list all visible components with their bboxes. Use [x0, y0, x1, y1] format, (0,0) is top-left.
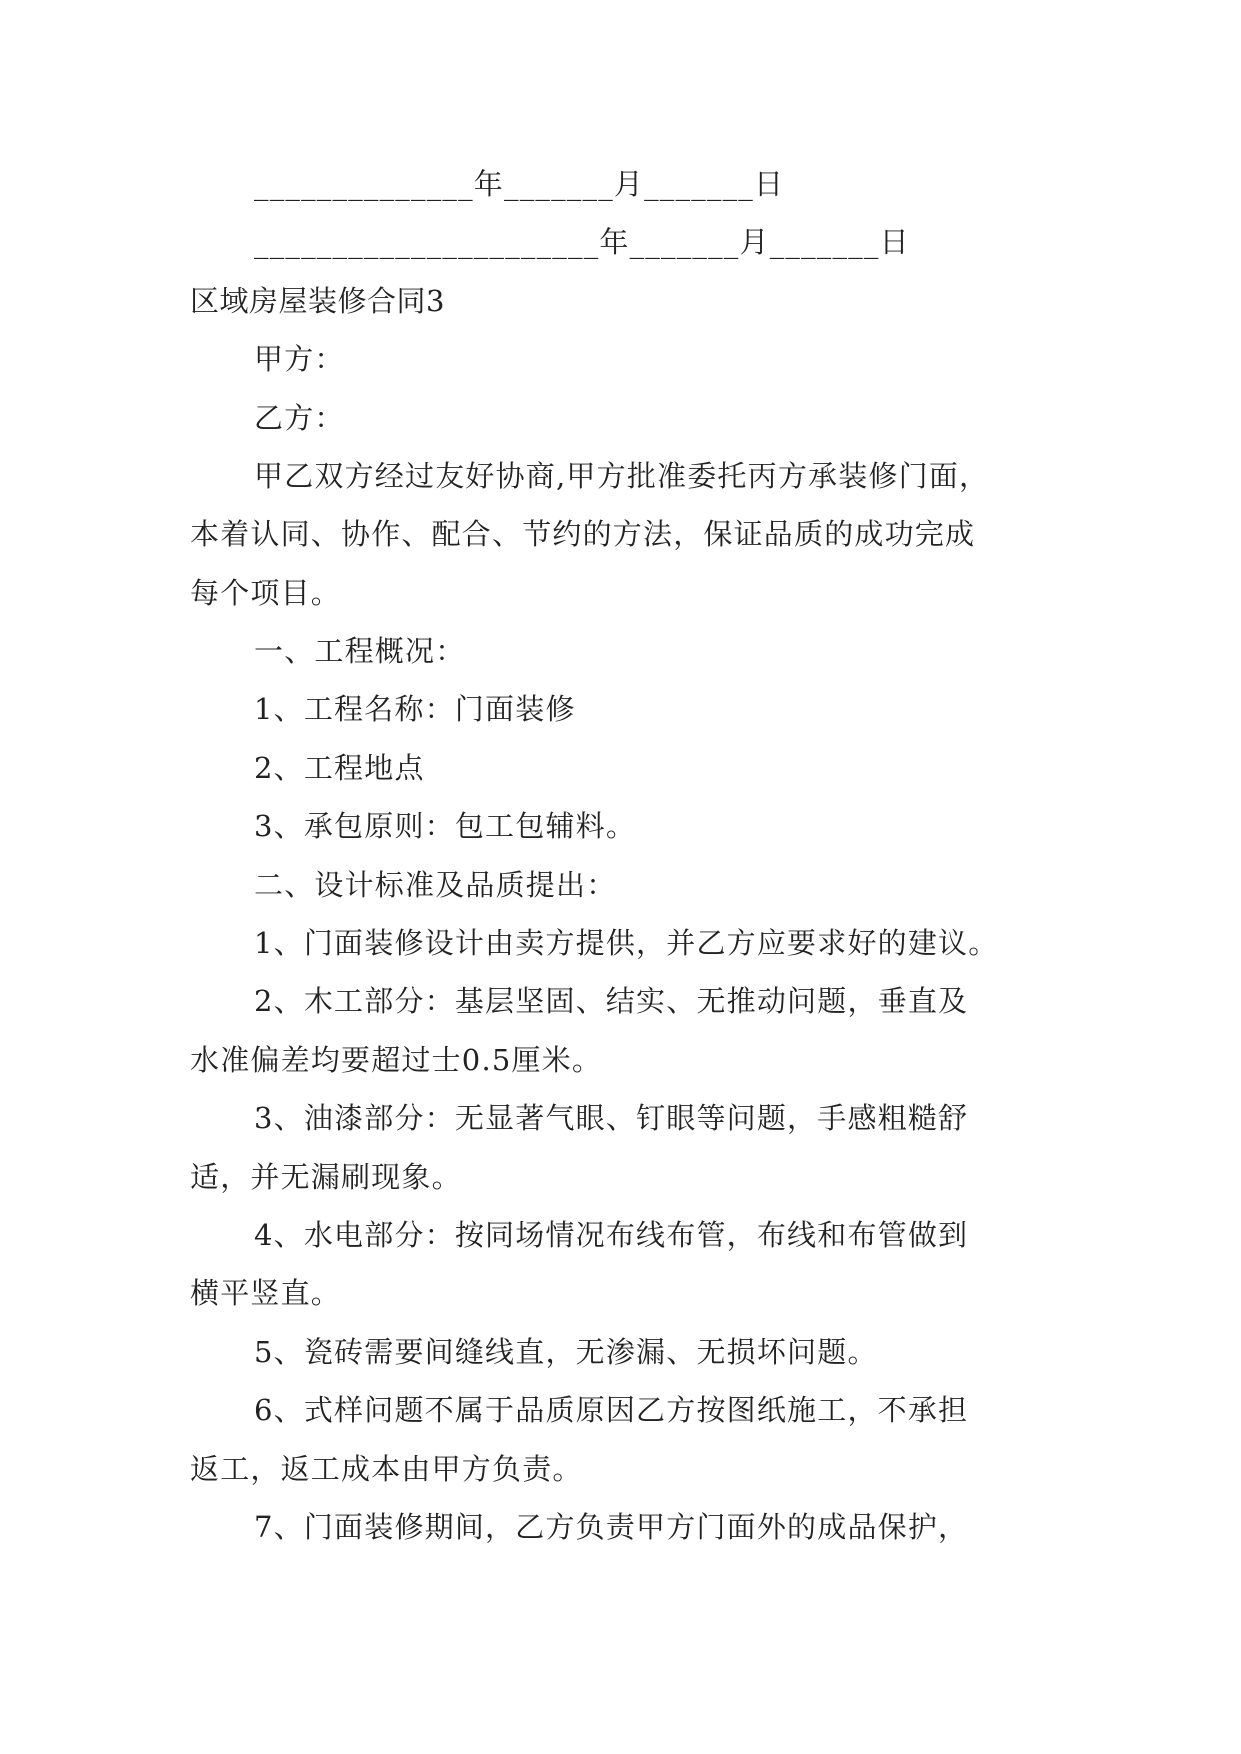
clause-line: 6、式样问题不属于品质原因乙方按图纸施工，不承担	[254, 1393, 969, 1427]
intro-paragraph-line: 本着认同、协作、配合、节约的方法，保证品质的成功完成	[190, 517, 976, 551]
clause-continuation: 返工，返工成本由甲方负责。	[190, 1452, 583, 1486]
clause-line: 2、工程地点	[254, 751, 425, 785]
clause-continuation: 适，并无漏刷现象。	[190, 1160, 462, 1194]
clause-continuation: 水准偏差均要超过士0.5厘米。	[190, 1043, 603, 1077]
clause-continuation: 横平竖直。	[190, 1276, 342, 1310]
clause-line: 3、承包原则：包工包辅料。	[254, 809, 637, 843]
clause-line: 4、水电部分：按同场情况布线布管，布线和布管做到	[254, 1218, 969, 1252]
clause-line: 2、木工部分：基层坚固、结实、无推动问题，垂直及	[254, 984, 969, 1018]
section-heading: 二、设计标准及品质提出：	[254, 868, 617, 902]
clause-line: 1、门面装修设计由卖方提供，并乙方应要求好的建议。	[254, 926, 999, 960]
signature-date-line: ______________________年_______月_______日	[254, 225, 910, 259]
signature-date-line: ______________年_______月_______日	[254, 167, 785, 201]
intro-paragraph-line: 每个项目。	[190, 576, 342, 610]
clause-line: 7、门面装修期间，乙方负责甲方门面外的成品保护，	[254, 1510, 969, 1544]
clause-line: 5、瓷砖需要间缝线直，无渗漏、无损坏问题。	[254, 1335, 878, 1369]
party-a-label: 甲方：	[254, 342, 345, 376]
intro-paragraph-line: 甲乙双方经过友好协商,甲方批准委托丙方承装修门面，	[254, 459, 990, 493]
clause-line: 3、油漆部分：无显著气眼、钉眼等问题，手感粗糙舒	[254, 1101, 969, 1135]
section-heading: 一、工程概况：	[254, 634, 466, 668]
party-b-label: 乙方：	[254, 401, 345, 435]
clause-line: 1、工程名称：门面装修	[254, 692, 576, 726]
contract-title: 区域房屋装修合同3	[190, 284, 445, 318]
